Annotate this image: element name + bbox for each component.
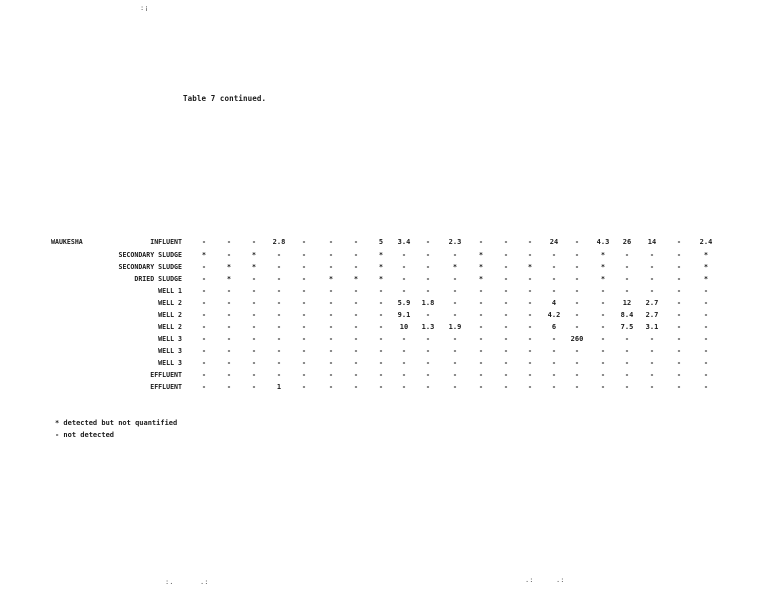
- table-cell: -: [551, 382, 557, 391]
- table-cell: -: [276, 334, 282, 343]
- table-cell: 26: [622, 237, 632, 246]
- table-cell: -: [301, 370, 307, 379]
- table-cell: -: [201, 237, 207, 246]
- table-cell: -: [527, 274, 533, 283]
- table-cell: -: [425, 250, 431, 259]
- table-cell: -: [251, 322, 257, 331]
- table-cell: -: [401, 274, 407, 283]
- table-cell: -: [574, 262, 580, 271]
- table-caption: Table 7 continued.: [183, 94, 267, 103]
- table-cell: -: [201, 358, 207, 367]
- table-cell: -: [301, 310, 307, 319]
- table-cell: -: [226, 346, 232, 355]
- table-cell: -: [703, 370, 709, 379]
- table-cell: -: [478, 237, 484, 246]
- table-cell: -: [201, 286, 207, 295]
- table-cell: -: [551, 262, 557, 271]
- row-label: WELL 1: [158, 287, 182, 295]
- scan-speck: .:: [525, 576, 534, 584]
- table-cell: -: [478, 358, 484, 367]
- table-cell: -: [574, 286, 580, 295]
- row-label: DRIED SLUDGE: [134, 275, 182, 283]
- scan-speck: :¡: [140, 4, 149, 12]
- table-cell: -: [649, 250, 655, 259]
- table-cell: -: [649, 370, 655, 379]
- table-cell: 10: [399, 322, 409, 331]
- table-cell: -: [624, 274, 630, 283]
- table-cell: -: [600, 322, 606, 331]
- table-cell: 2.8: [272, 237, 286, 246]
- table-cell: 1.8: [421, 298, 435, 307]
- table-cell: -: [503, 334, 509, 343]
- table-cell: -: [425, 286, 431, 295]
- table-cell: -: [551, 346, 557, 355]
- table-cell: -: [301, 382, 307, 391]
- table-cell: 12: [622, 298, 632, 307]
- table-cell: -: [353, 346, 359, 355]
- table-cell: -: [649, 286, 655, 295]
- table-cell: -: [353, 334, 359, 343]
- table-cell: -: [574, 274, 580, 283]
- table-cell: -: [503, 370, 509, 379]
- table-cell: -: [328, 250, 334, 259]
- table-cell: -: [425, 262, 431, 271]
- table-cell: -: [301, 262, 307, 271]
- table-cell: -: [503, 286, 509, 295]
- table-cell: -: [649, 262, 655, 271]
- table-cell: -: [676, 334, 682, 343]
- table-cell: -: [624, 346, 630, 355]
- table-cell: -: [676, 237, 682, 246]
- legend-not-detected: - not detected: [55, 431, 115, 439]
- table-cell: -: [676, 274, 682, 283]
- table-cell: -: [226, 298, 232, 307]
- table-cell: -: [328, 334, 334, 343]
- table-cell: -: [353, 286, 359, 295]
- table-cell: -: [478, 310, 484, 319]
- table-cell: -: [353, 237, 359, 246]
- table-cell: -: [201, 370, 207, 379]
- table-cell: -: [226, 382, 232, 391]
- table-cell: -: [478, 334, 484, 343]
- table-cell: -: [551, 250, 557, 259]
- table-cell: -: [452, 370, 458, 379]
- table-cell: *: [251, 250, 257, 259]
- table-cell: -: [624, 250, 630, 259]
- table-cell: -: [353, 298, 359, 307]
- table-cell: -: [425, 334, 431, 343]
- table-cell: -: [201, 346, 207, 355]
- table-cell: -: [276, 286, 282, 295]
- table-cell: -: [527, 250, 533, 259]
- table-cell: *: [478, 250, 484, 259]
- table-cell: -: [624, 370, 630, 379]
- table-cell: 5.9: [397, 298, 411, 307]
- table-cell: -: [503, 262, 509, 271]
- table-cell: -: [276, 322, 282, 331]
- table-cell: -: [301, 334, 307, 343]
- table-cell: -: [301, 237, 307, 246]
- table-cell: -: [353, 262, 359, 271]
- table-cell: -: [503, 346, 509, 355]
- table-cell: -: [301, 298, 307, 307]
- table-cell: *: [201, 250, 207, 259]
- table-cell: *: [378, 250, 384, 259]
- table-cell: -: [201, 310, 207, 319]
- table-cell: -: [503, 322, 509, 331]
- table-cell: *: [478, 262, 484, 271]
- table-cell: -: [328, 286, 334, 295]
- table-cell: -: [353, 370, 359, 379]
- table-cell: -: [276, 274, 282, 283]
- table-cell: -: [276, 346, 282, 355]
- table-cell: -: [527, 237, 533, 246]
- table-cell: -: [201, 262, 207, 271]
- table-cell: -: [353, 250, 359, 259]
- table-cell: -: [226, 322, 232, 331]
- table-cell: 5: [378, 237, 384, 246]
- table-cell: -: [703, 334, 709, 343]
- table-cell: -: [600, 298, 606, 307]
- table-cell: 3.4: [397, 237, 411, 246]
- table-cell: -: [478, 322, 484, 331]
- table-cell: -: [378, 322, 384, 331]
- table-cell: -: [676, 250, 682, 259]
- table-cell: -: [425, 358, 431, 367]
- table-cell: -: [276, 250, 282, 259]
- table-cell: *: [478, 274, 484, 283]
- table-cell: -: [478, 370, 484, 379]
- table-cell: -: [551, 274, 557, 283]
- table-cell: *: [378, 262, 384, 271]
- table-cell: 260: [570, 334, 584, 343]
- table-cell: -: [353, 322, 359, 331]
- table-cell: -: [425, 237, 431, 246]
- table-cell: -: [251, 382, 257, 391]
- table-cell: -: [452, 310, 458, 319]
- table-cell: *: [226, 274, 232, 283]
- table-cell: -: [226, 310, 232, 319]
- table-cell: -: [378, 310, 384, 319]
- table-cell: -: [624, 334, 630, 343]
- table-cell: -: [301, 358, 307, 367]
- table-cell: -: [226, 250, 232, 259]
- table-cell: -: [503, 274, 509, 283]
- row-label: WELL 2: [158, 323, 182, 331]
- table-cell: 1.3: [421, 322, 435, 331]
- table-cell: -: [378, 346, 384, 355]
- table-cell: -: [276, 262, 282, 271]
- table-cell: -: [378, 370, 384, 379]
- table-cell: -: [301, 322, 307, 331]
- table-cell: -: [328, 237, 334, 246]
- table-cell: -: [703, 346, 709, 355]
- scan-speck: .:: [200, 578, 209, 586]
- table-cell: -: [328, 310, 334, 319]
- table-cell: -: [452, 334, 458, 343]
- table-cell: -: [251, 310, 257, 319]
- table-cell: -: [226, 358, 232, 367]
- table-cell: -: [378, 382, 384, 391]
- table-cell: -: [328, 346, 334, 355]
- table-cell: *: [703, 262, 709, 271]
- table-cell: -: [503, 250, 509, 259]
- table-cell: -: [251, 298, 257, 307]
- table-cell: -: [276, 358, 282, 367]
- table-cell: -: [452, 346, 458, 355]
- table-cell: 2.7: [645, 298, 659, 307]
- table-cell: -: [425, 370, 431, 379]
- table-cell: -: [378, 334, 384, 343]
- table-cell: -: [649, 382, 655, 391]
- table-cell: -: [600, 370, 606, 379]
- table-cell: -: [301, 286, 307, 295]
- table-cell: -: [703, 310, 709, 319]
- table-cell: -: [353, 358, 359, 367]
- table-cell: -: [401, 370, 407, 379]
- table-cell: 24: [549, 237, 559, 246]
- table-cell: -: [251, 346, 257, 355]
- row-label: WELL 3: [158, 335, 182, 343]
- table-cell: -: [401, 286, 407, 295]
- table-cell: -: [201, 382, 207, 391]
- table-cell: -: [527, 358, 533, 367]
- table-cell: -: [452, 382, 458, 391]
- table-cell: -: [478, 286, 484, 295]
- table-cell: -: [226, 237, 232, 246]
- table-cell: -: [401, 262, 407, 271]
- table-cell: -: [378, 358, 384, 367]
- table-cell: -: [703, 358, 709, 367]
- table-cell: -: [251, 286, 257, 295]
- table-cell: *: [600, 262, 606, 271]
- table-cell: -: [503, 298, 509, 307]
- table-cell: *: [527, 262, 533, 271]
- table-cell: -: [478, 298, 484, 307]
- table-cell: *: [251, 262, 257, 271]
- table-cell: 9.1: [397, 310, 411, 319]
- table-cell: -: [452, 286, 458, 295]
- table-cell: -: [401, 250, 407, 259]
- table-cell: 1: [276, 382, 282, 391]
- table-cell: -: [600, 346, 606, 355]
- table-cell: -: [649, 346, 655, 355]
- table-cell: *: [703, 250, 709, 259]
- table-cell: -: [600, 286, 606, 295]
- table-cell: -: [649, 274, 655, 283]
- table-cell: 1.9: [448, 322, 462, 331]
- table-cell: -: [201, 322, 207, 331]
- table-cell: -: [328, 358, 334, 367]
- table-cell: -: [676, 286, 682, 295]
- table-cell: -: [452, 250, 458, 259]
- table-cell: -: [328, 262, 334, 271]
- table-cell: -: [301, 346, 307, 355]
- table-cell: -: [676, 370, 682, 379]
- table-cell: -: [574, 322, 580, 331]
- row-label: WELL 2: [158, 311, 182, 319]
- table-cell: -: [401, 382, 407, 391]
- table-cell: -: [401, 358, 407, 367]
- table-cell: -: [226, 334, 232, 343]
- table-cell: -: [600, 358, 606, 367]
- table-cell: *: [328, 274, 334, 283]
- table-cell: -: [600, 334, 606, 343]
- table-cell: -: [527, 322, 533, 331]
- table-cell: -: [527, 382, 533, 391]
- table-cell: -: [574, 370, 580, 379]
- table-cell: -: [574, 237, 580, 246]
- table-cell: -: [478, 346, 484, 355]
- table-cell: -: [527, 334, 533, 343]
- table-cell: 8.4: [620, 310, 634, 319]
- table-cell: -: [251, 358, 257, 367]
- table-cell: -: [401, 334, 407, 343]
- row-label: WELL 3: [158, 347, 182, 355]
- table-cell: -: [703, 322, 709, 331]
- table-cell: 2.4: [699, 237, 713, 246]
- table-cell: -: [527, 298, 533, 307]
- table-cell: -: [574, 358, 580, 367]
- table-cell: -: [378, 286, 384, 295]
- table-cell: *: [353, 274, 359, 283]
- table-cell: -: [328, 370, 334, 379]
- table-cell: -: [676, 346, 682, 355]
- table-cell: -: [226, 370, 232, 379]
- table-cell: -: [425, 274, 431, 283]
- table-cell: -: [624, 262, 630, 271]
- table-cell: -: [276, 310, 282, 319]
- table-cell: -: [251, 370, 257, 379]
- table-cell: -: [551, 370, 557, 379]
- row-label: EFFLUENT: [150, 371, 182, 379]
- table-cell: -: [676, 310, 682, 319]
- table-cell: -: [201, 298, 207, 307]
- table-cell: -: [676, 382, 682, 391]
- table-cell: -: [401, 346, 407, 355]
- table-cell: -: [676, 298, 682, 307]
- legend-detected: * detected but not quantified: [55, 419, 178, 427]
- table-cell: -: [378, 298, 384, 307]
- table-cell: -: [478, 382, 484, 391]
- row-label: SECONDARY SLUDGE: [118, 251, 182, 259]
- table-cell: -: [649, 358, 655, 367]
- table-cell: *: [600, 250, 606, 259]
- scan-speck: .:: [556, 576, 565, 584]
- table-cell: -: [574, 250, 580, 259]
- table-cell: -: [676, 322, 682, 331]
- table-cell: -: [574, 346, 580, 355]
- table-cell: *: [226, 262, 232, 271]
- table-cell: -: [503, 237, 509, 246]
- table-cell: -: [425, 346, 431, 355]
- table-cell: -: [201, 334, 207, 343]
- table-cell: -: [551, 358, 557, 367]
- table-cell: -: [328, 322, 334, 331]
- table-cell: 3.1: [645, 322, 659, 331]
- table-cell: -: [425, 382, 431, 391]
- table-cell: -: [503, 310, 509, 319]
- table-cell: -: [452, 358, 458, 367]
- table-cell: -: [624, 358, 630, 367]
- table-cell: -: [703, 298, 709, 307]
- table-cell: -: [301, 250, 307, 259]
- table-cell: -: [328, 382, 334, 391]
- table-cell: -: [624, 382, 630, 391]
- table-cell: -: [649, 334, 655, 343]
- table-cell: -: [503, 358, 509, 367]
- table-cell: -: [201, 274, 207, 283]
- table-cell: -: [353, 382, 359, 391]
- table-cell: -: [676, 262, 682, 271]
- table-cell: -: [551, 334, 557, 343]
- table-cell: 2.3: [448, 237, 462, 246]
- table-cell: -: [574, 310, 580, 319]
- table-cell: -: [503, 382, 509, 391]
- table-cell: 7.5: [620, 322, 634, 331]
- table-cell: -: [600, 382, 606, 391]
- row-label: WELL 2: [158, 299, 182, 307]
- table-cell: -: [425, 310, 431, 319]
- table-cell: -: [527, 310, 533, 319]
- table-cell: 4.2: [547, 310, 561, 319]
- table-cell: -: [600, 310, 606, 319]
- table-cell: -: [676, 358, 682, 367]
- table-cell: -: [551, 286, 557, 295]
- table-cell: 2.7: [645, 310, 659, 319]
- table-cell: -: [353, 310, 359, 319]
- row-label: SECONDARY SLUDGE: [118, 263, 182, 271]
- table-cell: -: [527, 370, 533, 379]
- row-label: EFFLUENT: [150, 383, 182, 391]
- table-cell: -: [527, 346, 533, 355]
- table-cell: *: [378, 274, 384, 283]
- table-cell: 6: [551, 322, 557, 331]
- site-label: WAUKESHA: [51, 238, 83, 246]
- table-cell: -: [276, 370, 282, 379]
- table-cell: *: [452, 262, 458, 271]
- table-cell: -: [574, 298, 580, 307]
- table-cell: -: [624, 286, 630, 295]
- table-cell: -: [251, 274, 257, 283]
- row-label: INFLUENT: [150, 238, 182, 246]
- table-cell: -: [251, 334, 257, 343]
- table-cell: -: [226, 286, 232, 295]
- table-cell: *: [600, 274, 606, 283]
- table-cell: -: [527, 286, 533, 295]
- table-cell: -: [703, 286, 709, 295]
- table-cell: -: [452, 298, 458, 307]
- table-cell: *: [703, 274, 709, 283]
- table-cell: -: [251, 237, 257, 246]
- table-cell: 14: [647, 237, 657, 246]
- table-cell: -: [574, 382, 580, 391]
- scan-speck: :.: [165, 578, 174, 586]
- table-cell: -: [452, 274, 458, 283]
- table-cell: -: [301, 274, 307, 283]
- row-label: WELL 3: [158, 359, 182, 367]
- table-cell: -: [276, 298, 282, 307]
- table-cell: -: [703, 382, 709, 391]
- table-cell: -: [328, 298, 334, 307]
- table-cell: 4: [551, 298, 557, 307]
- table-cell: 4.3: [596, 237, 610, 246]
